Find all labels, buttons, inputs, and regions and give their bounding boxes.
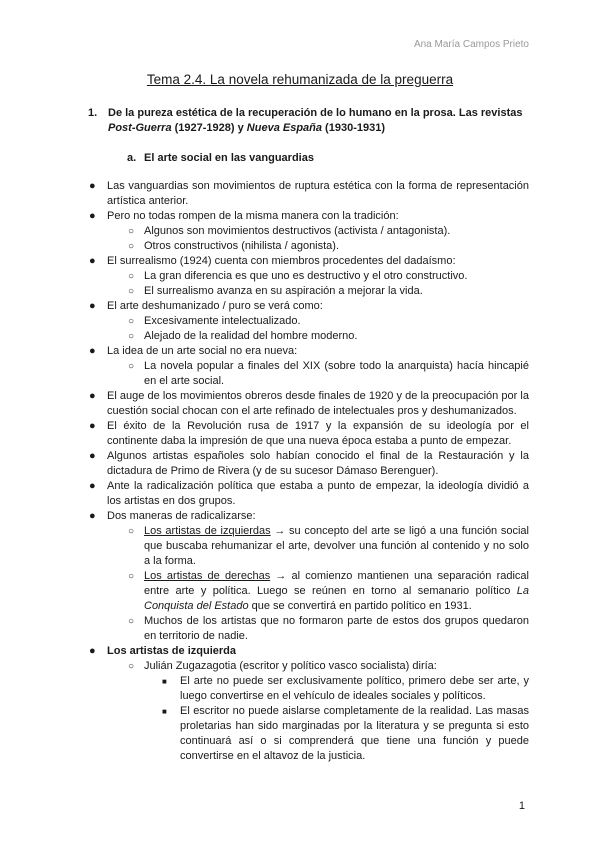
list-item: ● La idea de un arte social no era nueva: xyxy=(89,345,298,357)
section-title: De la pureza estética de la recuperación de lo humano en la prosa. Las revistas Post-Guerra (1927-1928) y Nueva España (1930-1931) xyxy=(108,107,523,134)
list-item: ○ Alejado de la realidad del hombre moderno. xyxy=(128,330,358,342)
bullet-circle-icon: ○ xyxy=(128,616,135,627)
bullet-circle-icon: ○ xyxy=(128,271,135,282)
list-item: ○ Otros constructivos (nihilista / agonista). xyxy=(128,240,340,252)
page-number: 1 xyxy=(518,800,525,812)
list-item: ● Algunos artistas españoles solo habían conocido el final de la Restauración y la dictadura de Primo de Rivera (y de su sucesor Dámaso Berenguer). xyxy=(89,450,529,477)
list-item: ● Pero no todas rompen de la misma manera con la tradición: xyxy=(89,210,399,222)
bullet-circle-icon: ○ xyxy=(128,241,135,252)
list-item: ○ La novela popular a finales del XIX (sobre todo la anarquista) hacía hincapié en el arte social. xyxy=(128,360,529,387)
list-item-left-artists: ○ Los artistas de izquierdas → su concepto del arte se ligó a una función social que buscaba rehumanizar el arte, devolver una función al contenido y no solo a la forma. xyxy=(128,525,529,567)
bullet-circle-icon: ○ xyxy=(128,661,135,672)
bullet-square-icon: ■ xyxy=(162,707,167,716)
list-item: ● Ante la radicalización política que estaba a punto de empezar, la ideología dividió a los artistas en dos grupos. xyxy=(89,480,529,507)
list-item: ○ La gran diferencia es que uno es destructivo y el otro constructivo. xyxy=(128,270,468,282)
list-item: ○ Muchos de los artistas que no formaron parte de estos dos grupos quedaron en territorio de nadie. xyxy=(128,615,529,642)
bullet-circle-icon: ○ xyxy=(128,571,135,582)
list-item: ○ Algunos son movimientos destructivos (activista / antagonista). xyxy=(128,225,451,237)
bullet-disc-icon: ● xyxy=(89,480,96,492)
bullet-circle-icon: ○ xyxy=(128,361,135,372)
list-item: ● Las vanguardias son movimientos de ruptura estética con la forma de representación artística anterior. xyxy=(89,180,529,207)
list-item-subheading: ● Los artistas de izquierda xyxy=(89,645,236,657)
bullet-disc-icon: ● xyxy=(89,255,96,267)
list-item: ● El arte deshumanizado / puro se verá como: xyxy=(89,300,323,312)
bullet-disc-icon: ● xyxy=(89,645,96,657)
list-item: ○ Julián Zugazagotia (escritor y político vasco socialista) diría: xyxy=(128,660,437,672)
section-number: 1. xyxy=(88,107,98,119)
bullet-disc-icon: ● xyxy=(89,420,96,432)
bullet-circle-icon: ○ xyxy=(128,286,135,297)
bullet-circle-icon: ○ xyxy=(128,526,135,537)
document-body xyxy=(87,179,529,764)
bullet-disc-icon: ● xyxy=(89,390,96,402)
bullet-circle-icon: ○ xyxy=(128,226,135,237)
subsection-letter: a. xyxy=(127,152,137,164)
list-item: ○ El surrealismo avanza en su aspiración a mejorar la vida. xyxy=(128,285,423,297)
subsection-heading xyxy=(127,151,314,166)
list-item: ○ Excesivamente intelectualizado. xyxy=(128,315,301,327)
list-item: ● El surrealismo (1924) cuenta con miembros procedentes del dadaísmo: xyxy=(89,255,456,267)
bullet-disc-icon: ● xyxy=(89,210,96,222)
list-item: ● Dos maneras de radicalizarse: xyxy=(89,510,256,522)
bullet-disc-icon: ● xyxy=(89,180,96,192)
bullet-square-icon: ■ xyxy=(162,677,167,686)
subsection-title: El arte social en las vanguardias xyxy=(144,152,314,164)
bullet-circle-icon: ○ xyxy=(128,316,135,327)
list-item: ● El auge de los movimientos obreros desde finales de 1920 y de la preocupación por la cuestión social chocan con el arte refinado de intelectuales pros y deshumanizados. xyxy=(89,390,529,417)
document-title: Tema 2.4. La novela rehumanizada de la preguerra xyxy=(146,72,454,87)
list-item: ● El éxito de la Revolución rusa de 1917 y la expansión de su ideología por el continente daba la impresión de que una nueva época estaba a punto de empezar. xyxy=(89,420,529,447)
list-item: ■ El escritor no puede aislarse completamente de la realidad. Las masas proletarias han sido marginadas por la literatura y se pregunta si esto continuará así o si comprenderá que tiene una función y puede convertirse en el altavoz de la justicia. xyxy=(162,705,529,762)
bullet-circle-icon: ○ xyxy=(128,331,135,342)
bullet-disc-icon: ● xyxy=(89,345,96,357)
list-item: ■ El arte no puede ser exclusivamente político, primero debe ser arte, y luego convertirse en el vehículo de ideales sociales y políticos. xyxy=(162,675,529,702)
bullet-disc-icon: ● xyxy=(89,300,96,312)
bullet-disc-icon: ● xyxy=(89,510,96,522)
bullet-disc-icon: ● xyxy=(89,450,96,462)
list-item-right-artists: ○ Los artistas de derechas → al comienzo mantienen una separación radical entre arte y política. Luego se reúnen en torno al semanario político La Conquista del Estado que se convertirá en partido político en 1931. xyxy=(128,570,529,612)
section-heading xyxy=(88,106,528,136)
author-header: Ana María Campos Prieto xyxy=(413,39,529,50)
